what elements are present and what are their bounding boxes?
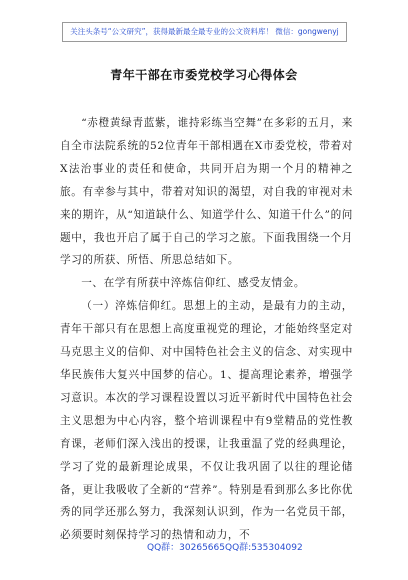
document-title: 青年干部在市委党校学习心得体会 bbox=[110, 68, 298, 82]
footer bbox=[0, 540, 408, 554]
document-body bbox=[60, 112, 353, 547]
footer-qq-group-2: QQ群:535304092 bbox=[225, 543, 303, 553]
paragraph-subsection: （一）淬炼信仰红。思想上的主动，是最有力的主动，青年干部只有在思想上高度重视党的理论，才能始终坚定对马克思主义的信仰、对中国特色社会主义的信念、对实现中华民族伟大复兴中国梦的信心。1、提高理论素养，增强学习意识。本次的学习课程设置以习近平新时代中国特色社会主义思想为中心内容，整个培训课程中有9堂精品的党性教育课，老师们深入浅出的授课，让我重温了党的经典理论，学习了党的最新理论成果，不仅让我巩固了以往的理论储备，更让我吸收了全新的“营养”。特别是看到那么多比你优秀的同学还那么努力，我深刻认识到，作为一名党员干部，必须要时刻保持学习的热情和动力，不 bbox=[60, 300, 353, 542]
footer-qq-group-1: QQ群：30265665 bbox=[147, 543, 225, 553]
header-banner: 关注头条号“公文研究”，获得最新最全最专业的公文资料库！ 微信：gongwenyj bbox=[62, 22, 347, 42]
paragraph-section-heading: 一、在学有所获中淬炼信仰红、感受友情金。 bbox=[81, 277, 306, 290]
paragraph-intro: “赤橙黄绿青蓝紫，谁持彩练当空舞”在多彩的五月，来自全市法院系统的52位青年干部相遇在X市委党校，带着对X法治事业的责任和使命，共同开启为期一个月的精神之旅。有幸参与其中，带着对知识的渴望，对自我的审视对未来的期许，从“知道缺什么、知道学什么、知道干什么”的问题中，我也开启了属于自己的学习之旅。下面我围绕一个月学习的所获、所悟、所思总结如下。 bbox=[60, 117, 353, 267]
